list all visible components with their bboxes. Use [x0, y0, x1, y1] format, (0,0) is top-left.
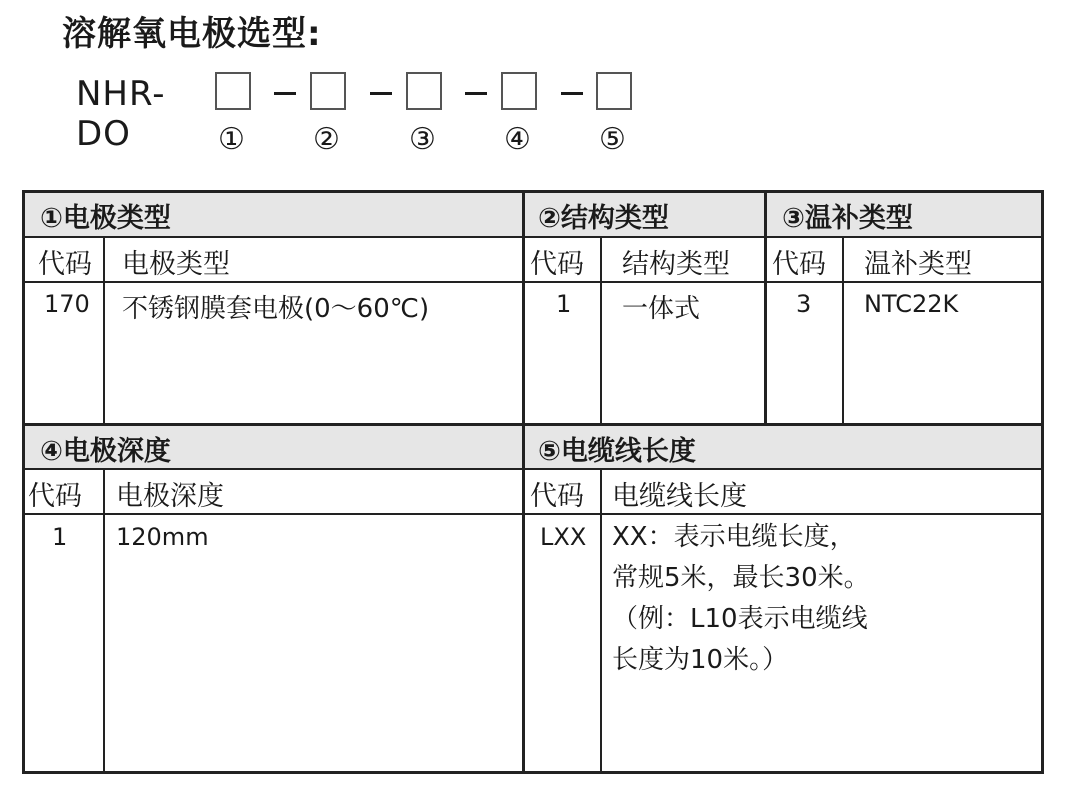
divider: [22, 236, 1044, 238]
code-slot-5: [596, 72, 632, 110]
column-header-cable-length: 电缆线长度: [612, 481, 747, 512]
section-title-temp-comp: ③温补类型: [782, 203, 913, 234]
cable-desc-line: （例：L10表示电缆线: [612, 604, 868, 634]
cable-desc-line: 长度为10米。）: [612, 645, 789, 675]
separator-dash: [465, 92, 487, 95]
column-header-depth: 电极深度: [116, 481, 224, 512]
code-slot-3: [406, 72, 442, 110]
column-header-code: 代码: [38, 249, 92, 280]
section-title-electrode-type: ①电极类型: [40, 203, 171, 234]
section-header-band-bottom: [25, 425, 1041, 469]
section-title-structure-type: ②结构类型: [538, 203, 669, 234]
cable-desc-line: 常规5米，最长30米。: [612, 563, 870, 593]
divider: [22, 281, 1044, 283]
position-marker-4: ④: [504, 122, 531, 157]
cell-cable-desc: [612, 517, 870, 681]
cell-code: 170: [44, 290, 90, 318]
model-prefix: NHR-DO: [76, 74, 166, 154]
divider: [842, 236, 844, 425]
column-header-code: 代码: [28, 481, 82, 512]
divider: [600, 468, 602, 774]
code-slot-4: [501, 72, 537, 110]
section-title-cable-length: ⑤电缆线长度: [538, 436, 696, 467]
cell-code: 3: [796, 290, 812, 318]
position-marker-1: ①: [218, 122, 245, 157]
code-slot-1: [215, 72, 251, 110]
divider: [764, 190, 767, 426]
position-marker-5: ⑤: [599, 122, 626, 157]
column-header-temp-comp: 温补类型: [864, 249, 972, 280]
divider: [103, 468, 105, 774]
cell-temp-comp-desc: NTC22K: [864, 290, 959, 318]
separator-dash: [370, 92, 392, 95]
cell-structure-desc: 一体式: [622, 294, 701, 324]
divider: [522, 190, 525, 774]
cable-desc-line: XX：表示电缆长度，: [612, 522, 856, 552]
position-marker-3: ③: [409, 122, 436, 157]
page-title: 溶解氧电极选型:: [62, 14, 322, 54]
position-marker-2: ②: [313, 122, 340, 157]
separator-dash: [561, 92, 583, 95]
column-header-structure-type: 结构类型: [622, 249, 730, 280]
separator-dash: [274, 92, 296, 95]
code-slot-2: [310, 72, 346, 110]
divider: [600, 236, 602, 425]
column-header-code: 代码: [530, 481, 584, 512]
divider: [103, 236, 105, 425]
column-header-code: 代码: [772, 249, 826, 280]
cell-code: LXX: [540, 523, 587, 551]
section-title-depth: ④电极深度: [40, 436, 171, 467]
divider: [22, 468, 1044, 470]
divider: [22, 423, 1044, 426]
cell-depth-desc: 120mm: [116, 523, 209, 551]
cell-code: 1: [52, 523, 68, 551]
column-header-code: 代码: [530, 249, 584, 280]
column-header-electrode-type: 电极类型: [122, 249, 230, 280]
cell-electrode-desc: 不锈钢膜套电极(0～60℃): [122, 294, 430, 324]
divider: [22, 513, 1044, 515]
cell-code: 1: [556, 290, 572, 318]
